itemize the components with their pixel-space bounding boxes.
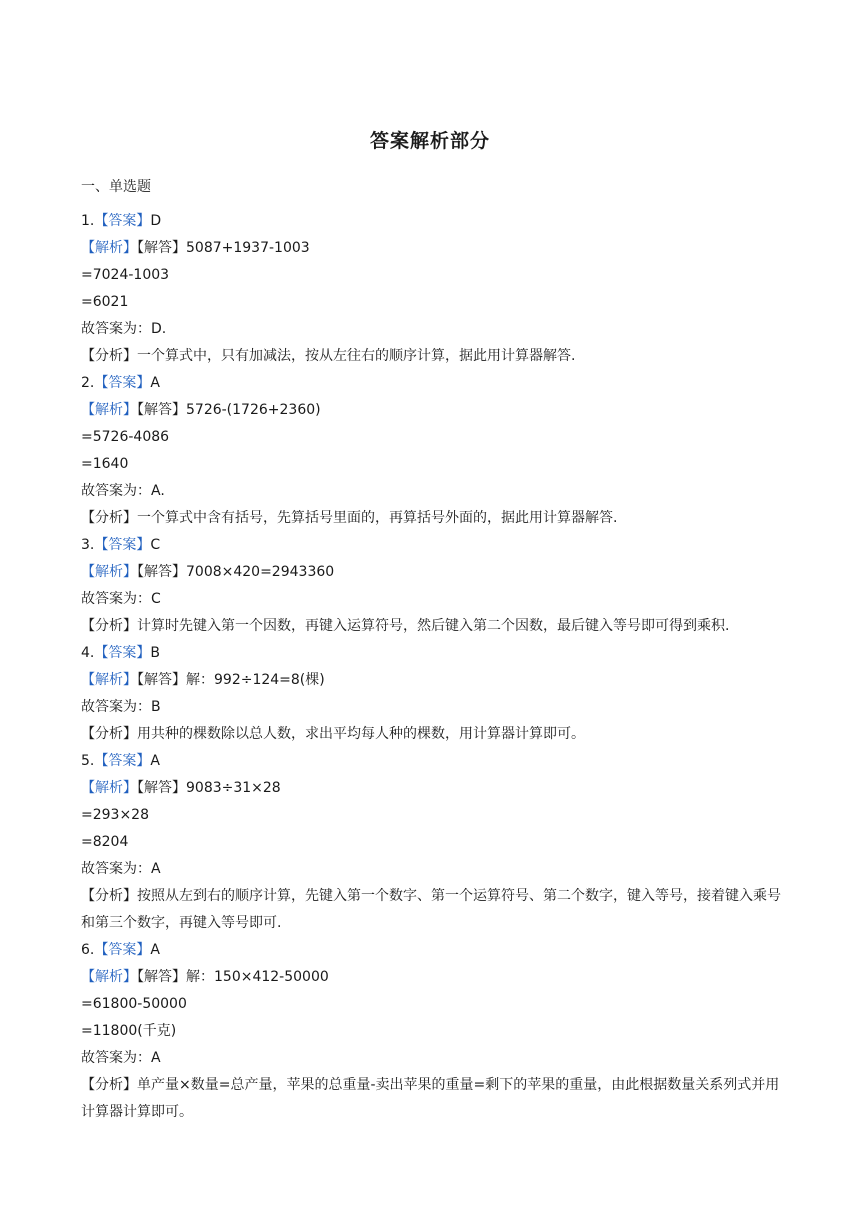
solution-text: 9083÷31×28 [186, 780, 281, 796]
solution-tag: 【解答】 [137, 564, 186, 580]
answer-value: D [150, 213, 162, 229]
conclusion-text: 故答案为：B [81, 699, 161, 715]
analysis-line [81, 721, 781, 748]
solution-tag: 【解答】 [137, 672, 186, 688]
analysis-tag: 【解析】 [81, 402, 137, 418]
solution-line [81, 397, 781, 424]
solution-step [81, 262, 781, 289]
solution-line [81, 964, 781, 991]
conclusion-text: 故答案为：A [81, 1050, 161, 1066]
solution-step [81, 451, 781, 478]
answer-value: A [150, 942, 160, 958]
solution-tag: 【解答】 [137, 780, 186, 796]
solution-text: 解：150×412-50000 [186, 969, 329, 985]
answer-tag: 【答案】 [94, 753, 151, 769]
analysis-line [81, 1072, 781, 1126]
solution-step [81, 829, 781, 856]
solution-step-text: =11800(千克) [81, 1023, 177, 1039]
solution-step [81, 289, 781, 316]
solution-text: 解：992÷124=8(棵) [186, 672, 325, 688]
solution-text: 5087+1937-1003 [186, 240, 310, 256]
solution-step-text: =7024-1003 [81, 267, 170, 283]
analysis-line [81, 883, 781, 937]
solution-step [81, 802, 781, 829]
answer-line [81, 748, 781, 775]
question-number: 5. [81, 753, 95, 769]
answer-tag: 【答案】 [94, 537, 151, 553]
solution-line [81, 559, 781, 586]
answer-line [81, 640, 781, 667]
conclusion-line [81, 478, 781, 505]
fenxi-text: 一个算式中，只有加减法，按从左往右的顺序计算，据此用计算器解答. [137, 348, 576, 364]
fenxi-tag: 【分析】 [81, 618, 137, 634]
analysis-tag: 【解析】 [81, 780, 137, 796]
conclusion-line [81, 1045, 781, 1072]
solution-step [81, 424, 781, 451]
question-number: 2. [81, 375, 95, 391]
answer-tag: 【答案】 [94, 645, 151, 661]
answer-tag: 【答案】 [94, 213, 151, 229]
solution-tag: 【解答】 [137, 402, 186, 418]
solution-step [81, 1018, 781, 1045]
solution-line [81, 667, 781, 694]
fenxi-tag: 【分析】 [81, 1077, 137, 1093]
solution-step-text: =8204 [81, 834, 129, 850]
solution-step-text: =61800-50000 [81, 996, 187, 1012]
fenxi-tag: 【分析】 [81, 510, 137, 526]
answer-value: A [150, 375, 160, 391]
analysis-line [81, 613, 781, 640]
section-heading: 一、单选题 [81, 179, 151, 195]
solution-tag: 【解答】 [137, 969, 186, 985]
solution-step-text: =5726-4086 [81, 429, 170, 445]
analysis-line [81, 343, 781, 370]
answer-line [81, 208, 781, 235]
solution-step-text: =1640 [81, 456, 129, 472]
conclusion-text: 故答案为：A. [81, 483, 165, 499]
conclusion-line [81, 586, 781, 613]
analysis-tag: 【解析】 [81, 564, 137, 580]
fenxi-text: 按照从左到右的顺序计算，先键入第一个数字、第一个运算符号、第二个数字，键入等号，接着键入乘号和第三个数字，再键入等号即可. [81, 888, 781, 931]
fenxi-text: 一个算式中含有括号，先算括号里面的，再算括号外面的，据此用计算器解答. [137, 510, 618, 526]
fenxi-text: 用共种的棵数除以总人数，求出平均每人种的棵数，用计算器计算即可。 [137, 726, 585, 742]
question-number: 3. [81, 537, 95, 553]
conclusion-text: 故答案为：D. [81, 321, 167, 337]
fenxi-text: 计算时先键入第一个因数，再键入运算符号，然后键入第二个因数，最后键入等号即可得到乘积. [137, 618, 730, 634]
conclusion-line [81, 694, 781, 721]
conclusion-text: 故答案为：C [81, 591, 161, 607]
answer-tag: 【答案】 [94, 375, 151, 391]
conclusion-text: 故答案为：A [81, 861, 161, 877]
solution-tag: 【解答】 [137, 240, 186, 256]
solution-text: 7008×420=2943360 [186, 564, 335, 580]
analysis-tag: 【解析】 [81, 672, 137, 688]
answer-value: C [150, 537, 161, 553]
answer-value: B [150, 645, 160, 661]
answer-line [81, 937, 781, 964]
fenxi-text: 单产量×数量=总产量，苹果的总重量-卖出苹果的重量=剩下的苹果的重量，由此根据数量关系列式并用计算器计算即可。 [81, 1077, 780, 1120]
question-number: 6. [81, 942, 95, 958]
page-title: 答案解析部分 [369, 130, 490, 152]
analysis-tag: 【解析】 [81, 240, 137, 256]
solution-line [81, 775, 781, 802]
answer-tag: 【答案】 [94, 942, 151, 958]
conclusion-line [81, 856, 781, 883]
fenxi-tag: 【分析】 [81, 348, 137, 364]
analysis-tag: 【解析】 [81, 969, 137, 985]
solution-step [81, 991, 781, 1018]
answer-value: A [150, 753, 160, 769]
answer-list [81, 208, 781, 1126]
analysis-line [81, 505, 781, 532]
solution-text: 5726-(1726+2360) [186, 402, 321, 418]
solution-step-text: =6021 [81, 294, 129, 310]
fenxi-tag: 【分析】 [81, 726, 137, 742]
solution-line [81, 235, 781, 262]
question-number: 1. [81, 213, 95, 229]
fenxi-tag: 【分析】 [81, 888, 137, 904]
conclusion-line [81, 316, 781, 343]
solution-step-text: =293×28 [81, 807, 149, 823]
answer-line [81, 370, 781, 397]
answer-line [81, 532, 781, 559]
question-number: 4. [81, 645, 95, 661]
